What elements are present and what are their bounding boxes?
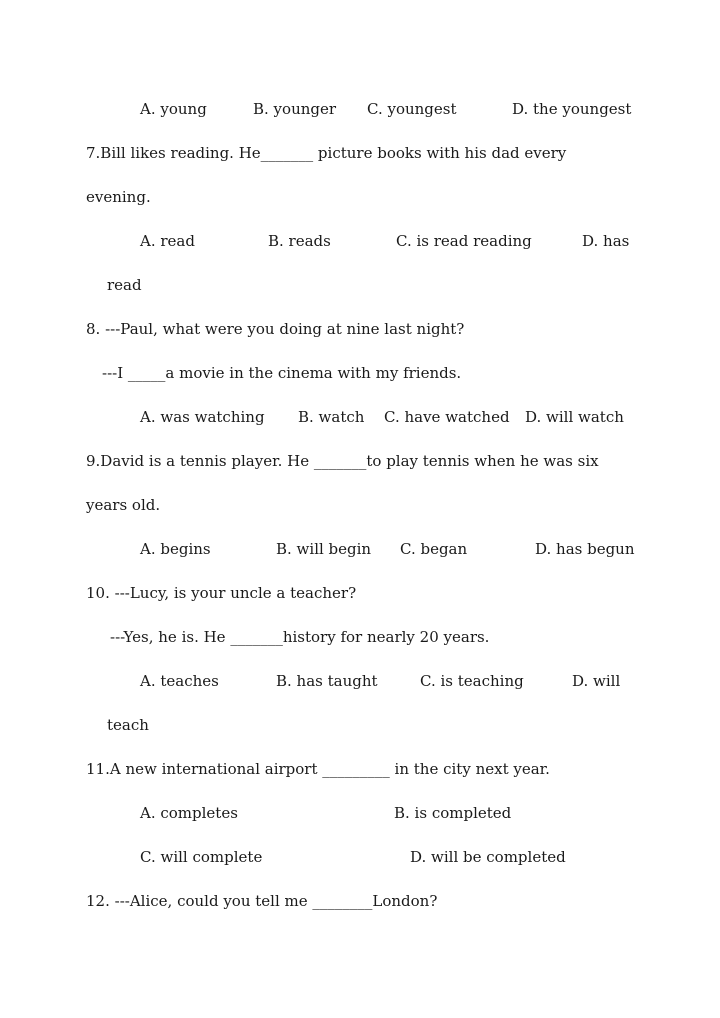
q7-option-d-wrap: read — [107, 276, 142, 294]
q9-option-d: D. has begun — [535, 540, 635, 558]
q10-option-c: C. is teaching — [420, 672, 524, 690]
q7-option-b: B. reads — [268, 232, 331, 250]
q8-option-c: C. have watched — [384, 408, 510, 426]
q12-stem-line1: 12. ---Alice, could you tell me ________London? — [86, 892, 438, 910]
q10-stem-line1: 10. ---Lucy, is your uncle a teacher? — [86, 584, 357, 602]
q6-option-c: C. youngest — [367, 100, 457, 118]
q11-option-a: A. completes — [140, 804, 238, 822]
q10-option-d: D. will — [572, 672, 621, 690]
q10-option-d-wrap: teach — [107, 716, 149, 734]
q8-option-b: B. watch — [298, 408, 365, 426]
q8-option-d: D. will watch — [525, 408, 624, 426]
q11-option-b: B. is completed — [394, 804, 512, 822]
q10-option-b: B. has taught — [276, 672, 378, 690]
q11-option-c: C. will complete — [140, 848, 263, 866]
q8-stem-line2: ---I _____a movie in the cinema with my friends. — [102, 364, 462, 382]
q11-option-d: D. will be completed — [410, 848, 566, 866]
q9-stem-line2: years old. — [86, 496, 161, 514]
q7-option-a: A. read — [140, 232, 195, 250]
q6-option-a: A. young — [140, 100, 207, 118]
q7-stem-line1: 7.Bill likes reading. He_______ picture books with his dad every — [86, 144, 567, 162]
q9-option-b: B. will begin — [276, 540, 372, 558]
q6-option-d: D. the youngest — [512, 100, 632, 118]
q9-option-c: C. began — [400, 540, 468, 558]
q8-stem-line1: 8. ---Paul, what were you doing at nine last night? — [86, 320, 465, 338]
q7-stem-line2: evening. — [86, 188, 151, 206]
q10-stem-line2: ---Yes, he is. He _______history for nearly 20 years. — [110, 628, 490, 646]
q9-option-a: A. begins — [140, 540, 211, 558]
q7-option-d: D. has — [582, 232, 630, 250]
q10-option-a: A. teaches — [140, 672, 219, 690]
q9-stem-line1: 9.David is a tennis player. He _______to play tennis when he was six — [86, 452, 599, 470]
q11-stem-line1: 11.A new international airport _________ in the city next year. — [86, 760, 550, 778]
q8-option-a: A. was watching — [140, 408, 265, 426]
q7-option-c: C. is read reading — [396, 232, 532, 250]
q6-option-b: B. younger — [253, 100, 337, 118]
